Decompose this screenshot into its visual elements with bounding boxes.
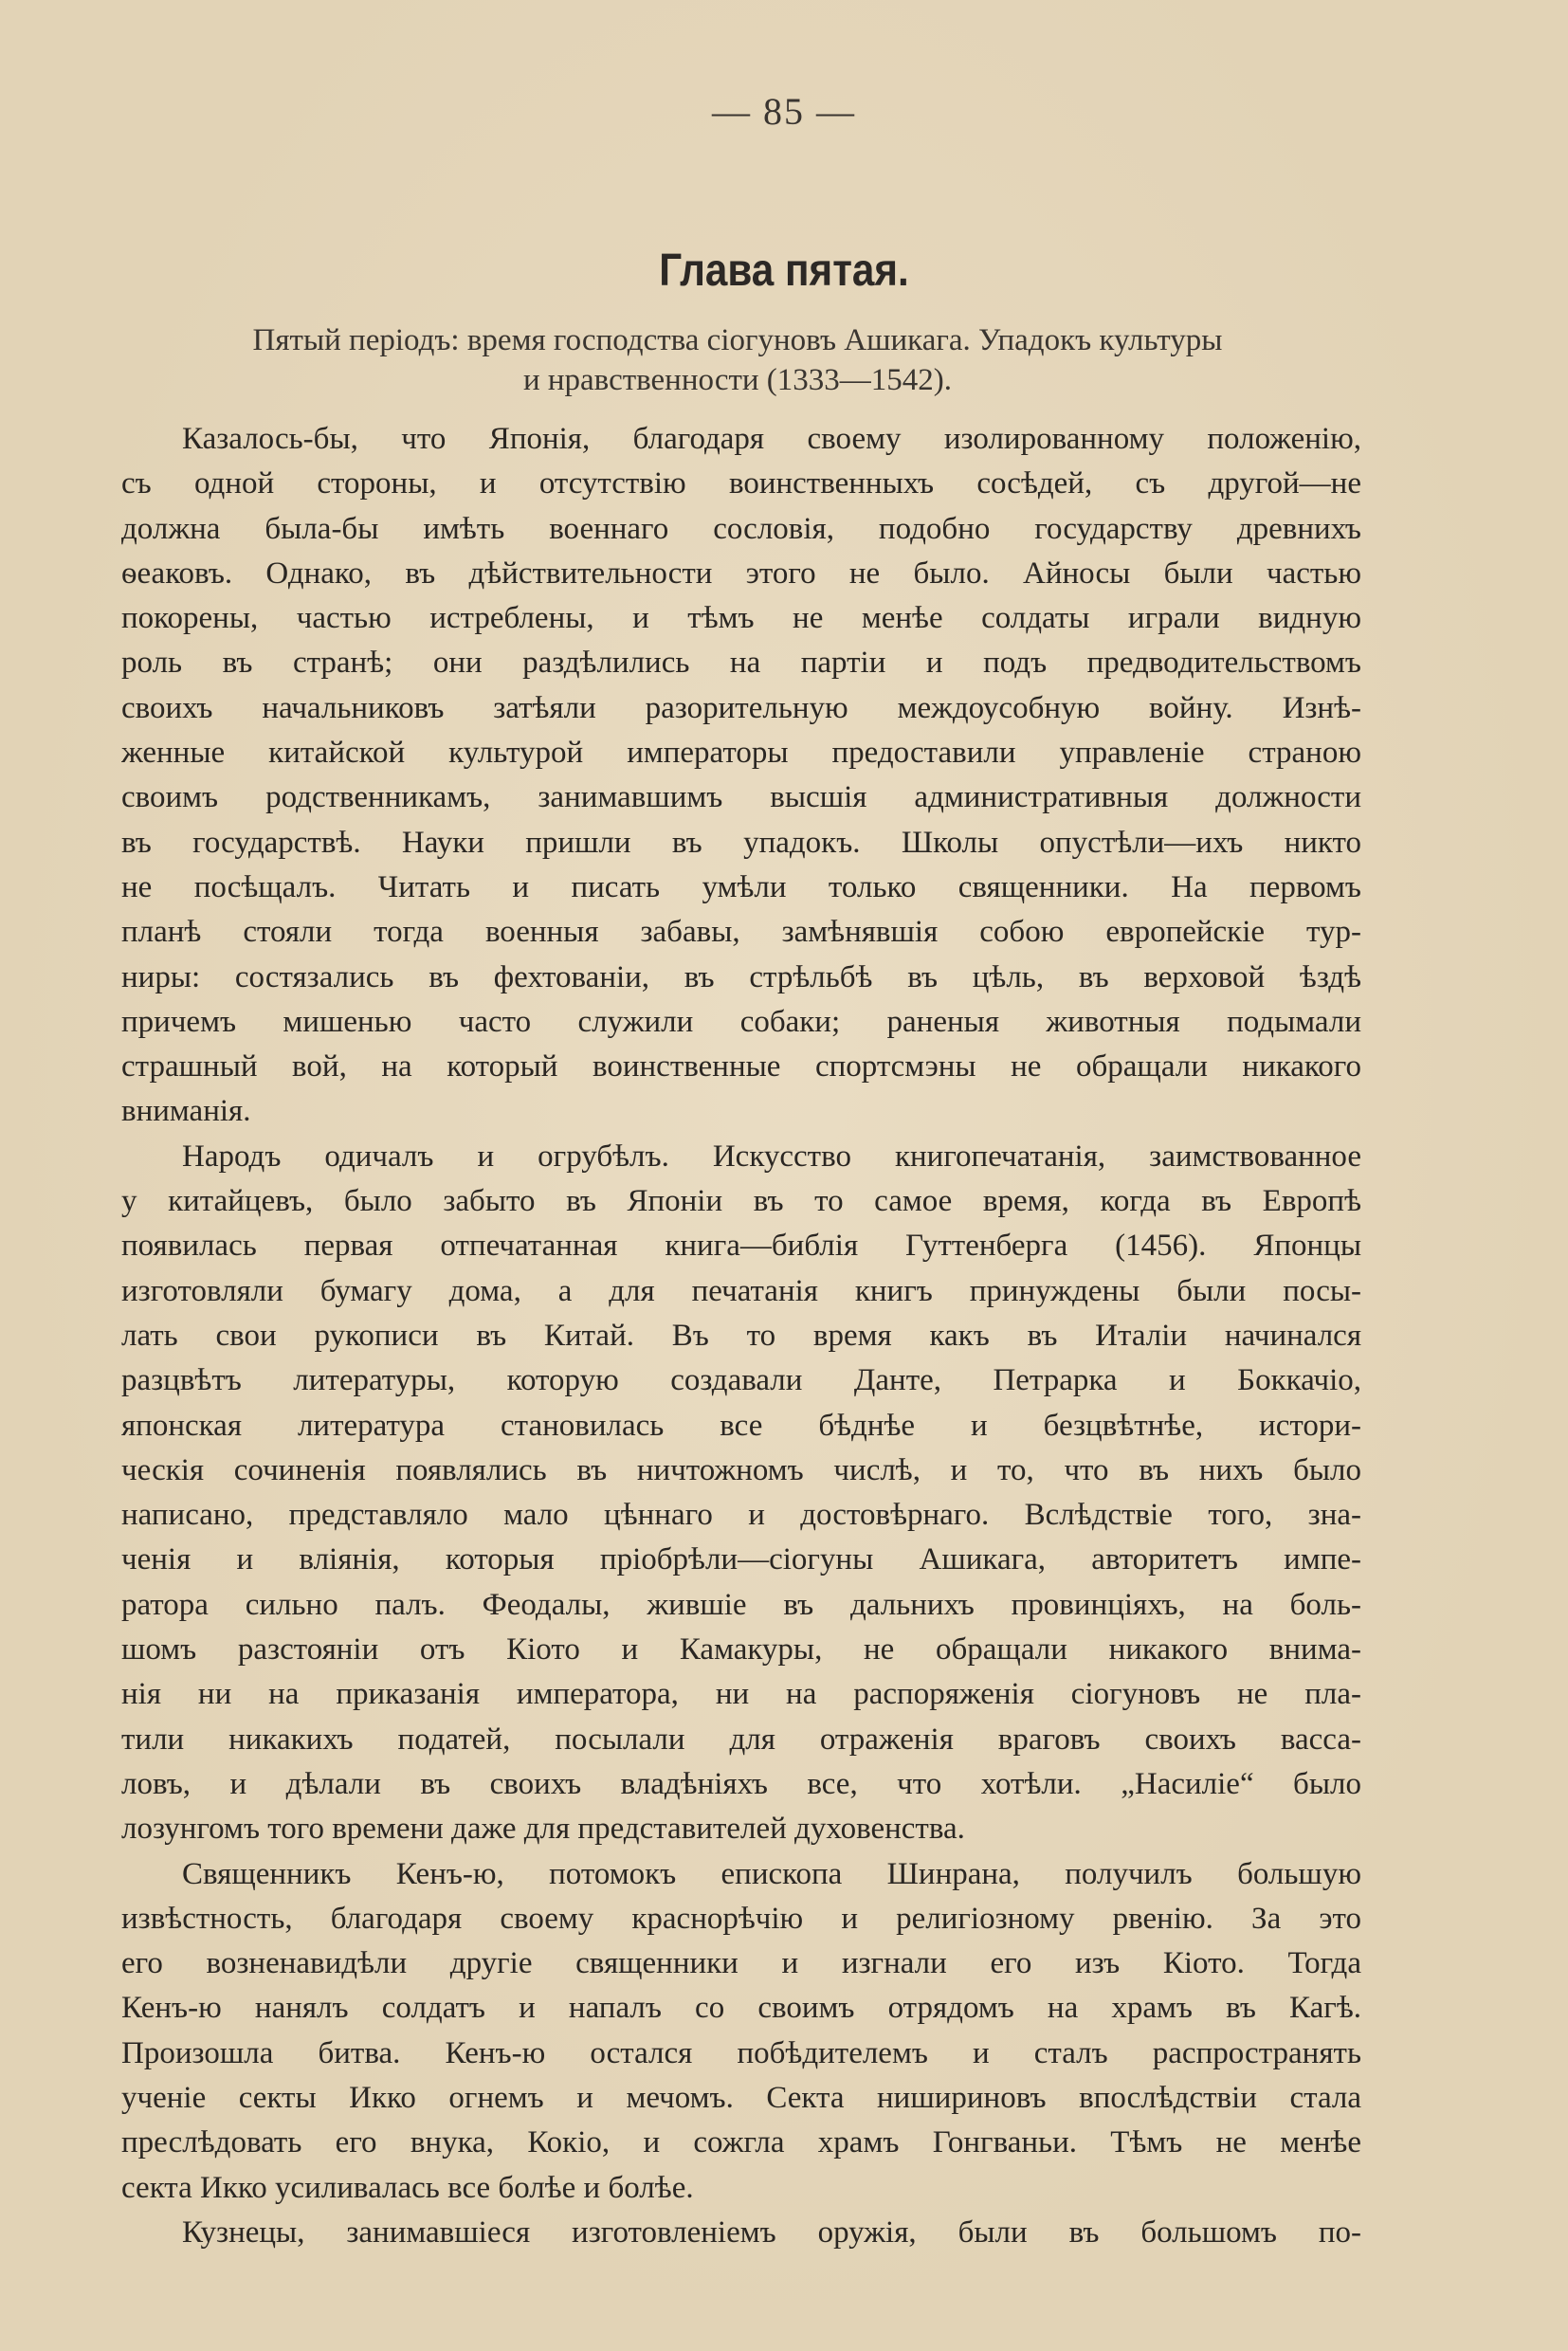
text-line: появилась первая отпечатанная книга—библія Гуттенберга (1456). Японцы	[121, 1229, 1361, 1264]
text-line: страшный вой, на который воинственные спортсмэны не обращали никакого	[121, 1049, 1361, 1084]
text-line: ченія и вліянія, которыя пріобрѣли—сіогуны Ашикага, авторитетъ импе-	[121, 1542, 1361, 1577]
paragraph-2	[121, 1135, 1361, 1852]
text-line: ниры: состязались въ фехтованіи, въ стрѣльбѣ въ цѣль, въ верховой ѣздѣ	[121, 959, 1361, 994]
text-line: ученіе секты Икко огнемъ и мечомъ. Секта нишириновъ впослѣдствіи стала	[121, 2080, 1361, 2115]
text-line: нія ни на приказанія императора, ни на распоряженія сіогуновъ не пла-	[121, 1677, 1361, 1712]
text-line: ратора сильно палъ. Феодалы, жившіе въ дальнихъ провинціяхъ, на боль-	[121, 1587, 1361, 1622]
text-line: Кузнецы, занимавшіеся изготовленіемъ оружія, были въ большомъ по-	[182, 2214, 1361, 2250]
chapter-title: Глава пятая.	[659, 246, 909, 296]
text-line: своимъ родственникамъ, занимавшимъ высшія административныя должности	[121, 780, 1361, 815]
text-line: у китайцевъ, было забыто въ Японіи въ то самое время, когда въ Европѣ	[121, 1184, 1361, 1219]
text-line: японская литература становилась все бѣднѣе и безцвѣтнѣе, истори-	[121, 1408, 1361, 1443]
text-line: разцвѣтъ литературы, которую создавали Данте, Петрарка и Боккачіо,	[121, 1363, 1361, 1398]
text-line: въ государствѣ. Науки пришли въ упадокъ. Школы опустѣли—ихъ никто	[121, 825, 1361, 860]
text-line: вниманія.	[121, 1094, 251, 1129]
text-line: Народъ одичалъ и огрубѣлъ. Искусство книгопечатанія, заимствованное	[182, 1139, 1361, 1174]
text-line: Кенъ-ю нанялъ солдатъ и напалъ со своимъ отрядомъ на храмъ въ Кагѣ.	[121, 1991, 1361, 2026]
text-line: ѳеаковъ. Однако, въ дѣйствительности этого не было. Айносы были частью	[121, 556, 1361, 591]
text-line: Священникъ Кенъ-ю, потомокъ епископа Шинрана, получилъ большую	[182, 1856, 1361, 1891]
text-line: своихъ начальниковъ затѣяли разорительную междоусобную войну. Изнѣ-	[121, 690, 1361, 725]
text-line: лать свои рукописи въ Китай. Въ то время какъ въ Италіи начинался	[121, 1318, 1361, 1353]
text-line: планѣ стояли тогда военныя забавы, замѣнявшія собою европейскіе тур-	[121, 915, 1361, 950]
text-line: секта Икко усиливалась все болѣе и болѣе.	[121, 2170, 694, 2205]
text-line: ческія сочиненія появлялись въ ничтожномъ числѣ, и то, что въ нихъ было	[121, 1452, 1361, 1487]
text-line: преслѣдовать его внука, Кокіо, и сожгла храмъ Гонгваньи. Тѣмъ не менѣе	[121, 2125, 1361, 2160]
text-line: тили никакихъ податей, посылали для отраженія враговъ своихъ васса-	[121, 1722, 1361, 1757]
text-line: его возненавидѣли другіе священники и изгнали его изъ Кіото. Тогда	[121, 1946, 1361, 1981]
paragraph-1	[121, 417, 1361, 1135]
text-line: шомъ разстояніи отъ Кіото и Камакуры, не обращали никакого внима-	[121, 1632, 1361, 1668]
text-line: съ одной стороны, и отсутствію воинственныхъ сосѣдей, съ другой—не	[121, 466, 1361, 501]
text-line: роль въ странѣ; они раздѣлились на партіи и подъ предводительствомъ	[121, 646, 1361, 681]
subtitle-line: и нравственности (1333—1542).	[522, 363, 953, 397]
page-number: — 85 —	[712, 90, 856, 133]
text-line: лозунгомъ того времени даже для представителей духовенства.	[121, 1812, 965, 1847]
text-line: не посѣщалъ. Читать и писать умѣли только священники. На первомъ	[121, 869, 1361, 904]
text-line: извѣстность, благодаря своему краснорѣчію и религіозному рвенію. За это	[121, 1901, 1361, 1936]
text-line: Казалось-бы, что Японія, благодаря своему изолированному положенію,	[182, 422, 1361, 456]
subtitle-line: Пятый періодъ: время господства сіогуновъ Ашикага. Упадокъ культуры	[252, 323, 1223, 357]
text-line: причемъ мишенью часто служили собаки; раненыя животныя подымали	[121, 1004, 1361, 1039]
body-text	[121, 417, 1361, 2255]
chapter-subtitle	[112, 320, 1363, 400]
paragraph-3	[121, 1852, 1361, 2211]
text-line: должна была-бы имѣть военнаго сословія, подобно государству древнихъ	[121, 511, 1361, 546]
text-line: ловъ, и дѣлали въ своихъ владѣніяхъ все, что хотѣли. „Насиліе“ было	[121, 1766, 1361, 1801]
text-line: Произошла битва. Кенъ-ю остался побѣдителемъ и сталъ распространять	[121, 2035, 1361, 2070]
text-line: покорены, частью истреблены, и тѣмъ не менѣе солдаты играли видную	[121, 601, 1361, 636]
text-line: изготовляли бумагу дома, а для печатанія книгъ принуждены были посы-	[121, 1273, 1361, 1308]
text-line: написано, представляло мало цѣннаго и достовѣрнаго. Вслѣдствіе того, зна-	[121, 1498, 1361, 1533]
paragraph-4	[121, 2211, 1361, 2255]
text-line: женные китайской культурой императоры предоставили управленіе страною	[121, 736, 1361, 771]
